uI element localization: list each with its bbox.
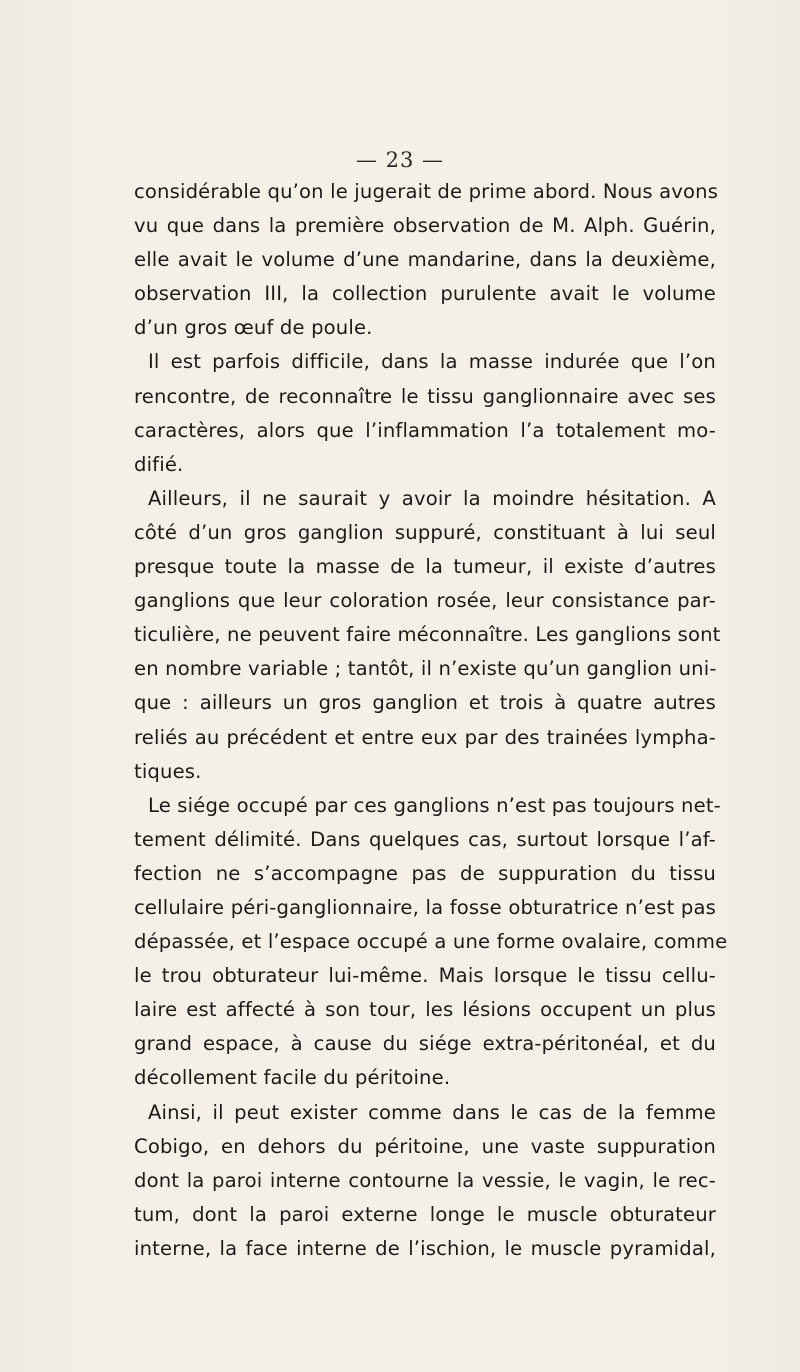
text-line: Ailleurs, il ne saurait y avoir la moindre hésitation. A [148,486,716,510]
text-line: ticulière, ne peuvent faire méconnaître. Les ganglions sont [134,623,721,647]
text-line: dont la paroi interne contourne la vessie, le vagin, le rec- [134,1168,716,1192]
text-line: vu que dans la première observation de M. Alph. Guérin, [134,214,716,238]
text-line: le trou obturateur lui-même. Mais lorsque le tissu cellu- [134,964,716,988]
text-line: côté d’un gros ganglion suppuré, constituant à lui seul [134,520,716,544]
text-line: que : ailleurs un gros ganglion et trois à quatre autres [134,691,716,715]
text-line: ganglions que leur coloration rosée, leur consistance par- [134,589,716,613]
text-line: décollement facile du péritoine. [134,1066,451,1090]
page-number: — 23 — [355,148,445,172]
text-line: caractères, alors que l’inflammation l’a totalement mo- [134,418,716,442]
text-line: Le siége occupé par ces ganglions n’est pas toujours net- [148,793,721,817]
text-line: considérable qu’on le jugerait de prime abord. Nous avons [134,180,719,203]
text-line: tum, dont la paroi externe longe le muscle obturateur [134,1202,716,1226]
text-line: tement délimité. Dans quelques cas, surtout lorsque l’af- [134,827,716,851]
text-line: observation III, la collection purulente avait le volume [134,282,716,306]
text-line: presque toute la masse de la tumeur, il existe d’autres [134,555,716,579]
text-line: Il est parfois difficile, dans la masse indurée que l’on [148,350,716,374]
text-line: tiques. [134,759,202,783]
body-text [134,175,728,1266]
text-line: difié. [134,452,184,476]
text-line: laire est affecté à son tour, les lésions occupent un plus [134,998,716,1022]
text-line: d’un gros œuf de poule. [134,316,373,340]
text-line: interne, la face interne de l’ischion, le muscle pyramidal, [134,1236,716,1260]
text-line: dépassée, et l’espace occupé a une forme ovalaire, comme [134,930,728,954]
text-line: elle avait le volume d’une mandarine, dans la deuxième, [134,248,716,272]
text-line: en nombre variable ; tantôt, il n’existe qu’un ganglion uni- [134,657,717,681]
text-line: fection ne s’accompagne pas de suppuration du tissu [134,861,716,885]
text-line: cellulaire péri-ganglionnaire, la fosse obturatrice n’est pas [134,895,716,919]
text-line: Ainsi, il peut exister comme dans le cas de la femme [148,1100,716,1124]
text-line: rencontre, de reconnaître le tissu ganglionnaire avec ses [134,384,716,408]
text-line: grand espace, à cause du siége extra-péritonéal, et du [134,1032,716,1056]
text-line: reliés au précédent et entre eux par des trainées lympha- [134,725,716,749]
text-line: Cobigo, en dehors du péritoine, une vaste suppuration [134,1134,716,1158]
